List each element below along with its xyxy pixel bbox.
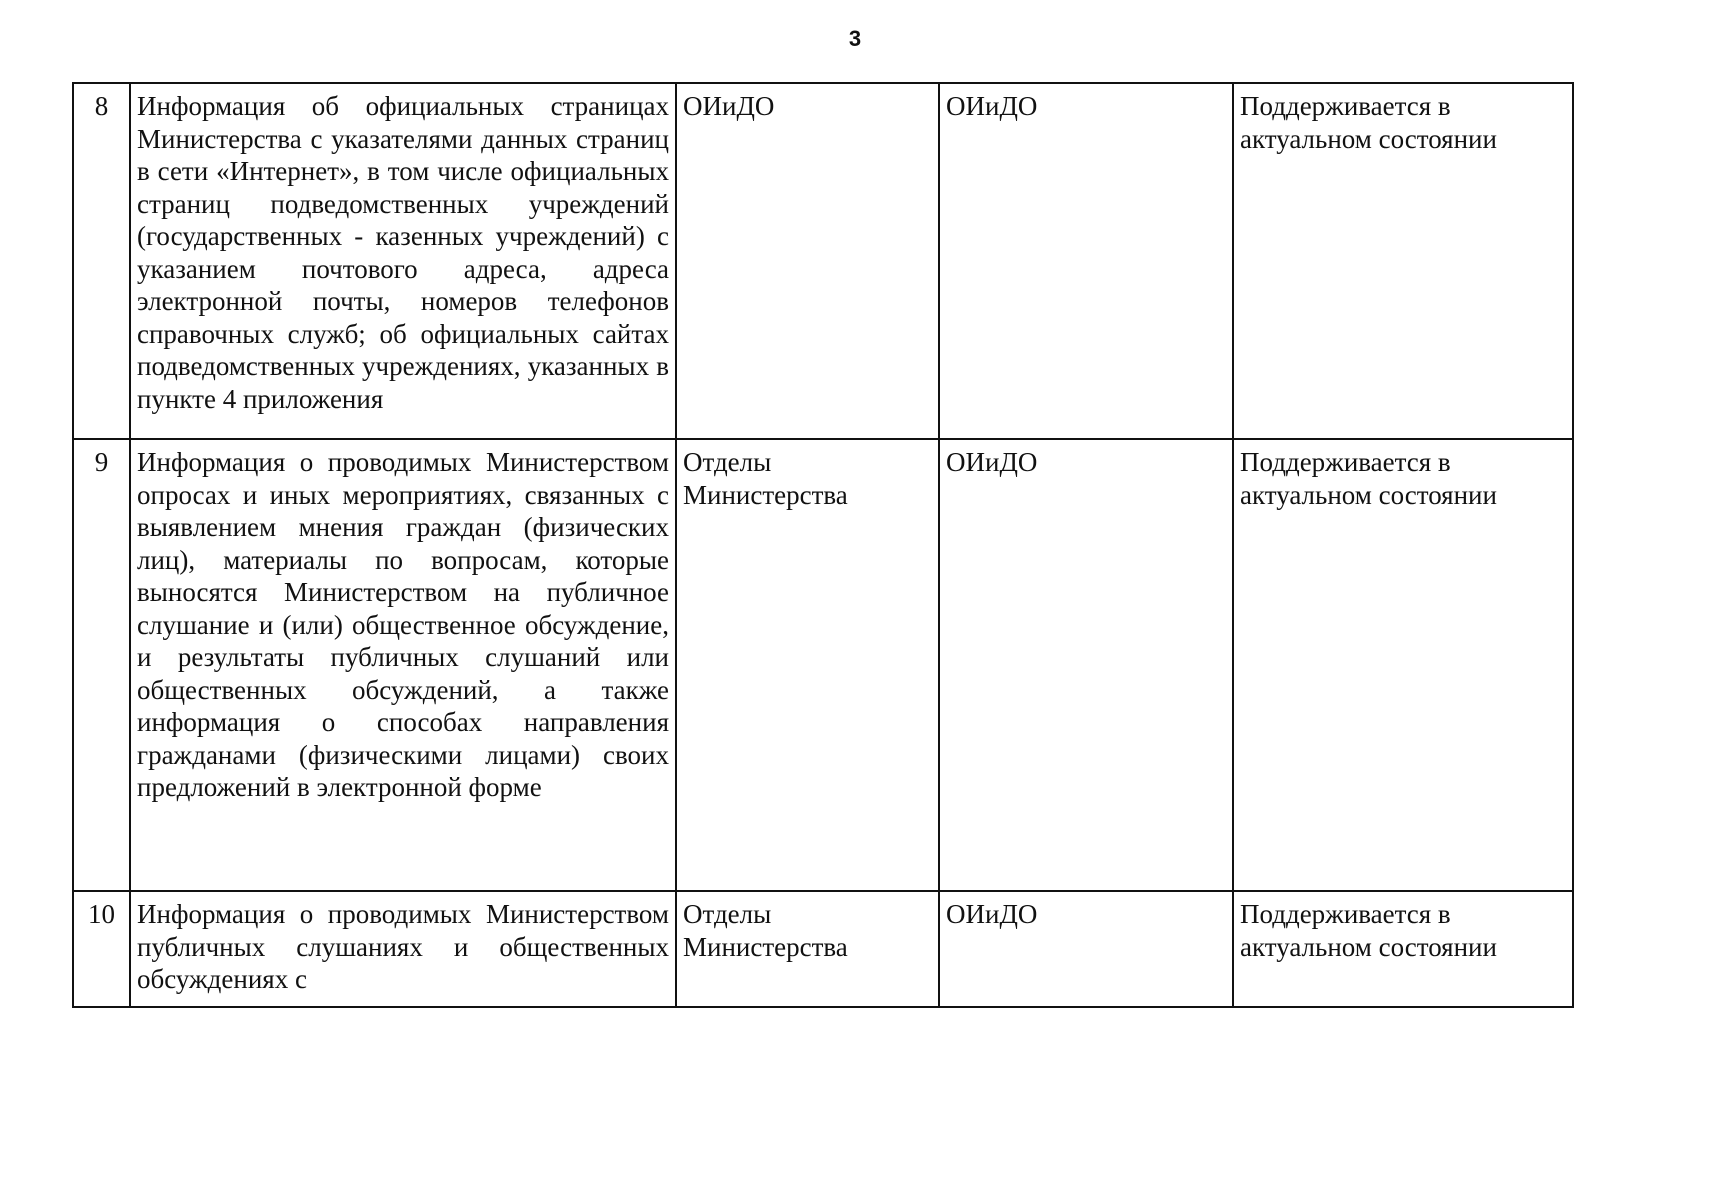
row-description: Информация об официальных страницах Министерства с указателями данных страниц в сети «Интернет», в том числе официальных страниц подведомственных учреждений (государственных - казенных учреждений) с указанием почтового адреса, адреса электронной почты, номеров телефонов справочных служб; об официальных сайтах подведомственных учреждениях, указанных в пункте 4 приложения — [130, 83, 676, 439]
row-description: Информация о проводимых Министерством опросах и иных мероприятиях, связанных с выявлением мнения граждан (физических лиц), материалы по вопросам, которые выносятся Министерством на публичное слушание и (или) общественное обсуждение, и результаты публичных слушаний или общественных обсуждений, а также информация о способах направления гражданами (физическими лицами) своих предложений в электронной форме — [130, 439, 676, 891]
document-table — [72, 82, 1574, 1008]
row-term: Поддерживается в актуальном состоянии — [1233, 891, 1573, 1007]
table-row — [73, 891, 1573, 1007]
row-responsible: Отделы Министерства — [676, 891, 939, 1007]
row-number: 9 — [73, 439, 130, 891]
row-responsible: Отделы Министерства — [676, 439, 939, 891]
table-row — [73, 439, 1573, 891]
row-description: Информация о проводимых Министерством публичных слушаниях и общественных обсуждениях с — [130, 891, 676, 1007]
table-row — [73, 83, 1573, 439]
row-term: Поддерживается в актуальном состоянии — [1233, 83, 1573, 439]
row-executor: ОИиДО — [939, 83, 1233, 439]
row-executor: ОИиДО — [939, 891, 1233, 1007]
row-term: Поддерживается в актуальном состоянии — [1233, 439, 1573, 891]
row-responsible: ОИиДО — [676, 83, 939, 439]
row-number: 8 — [73, 83, 130, 439]
row-executor: ОИиДО — [939, 439, 1233, 891]
page-number: 3 — [848, 26, 862, 51]
row-number: 10 — [73, 891, 130, 1007]
